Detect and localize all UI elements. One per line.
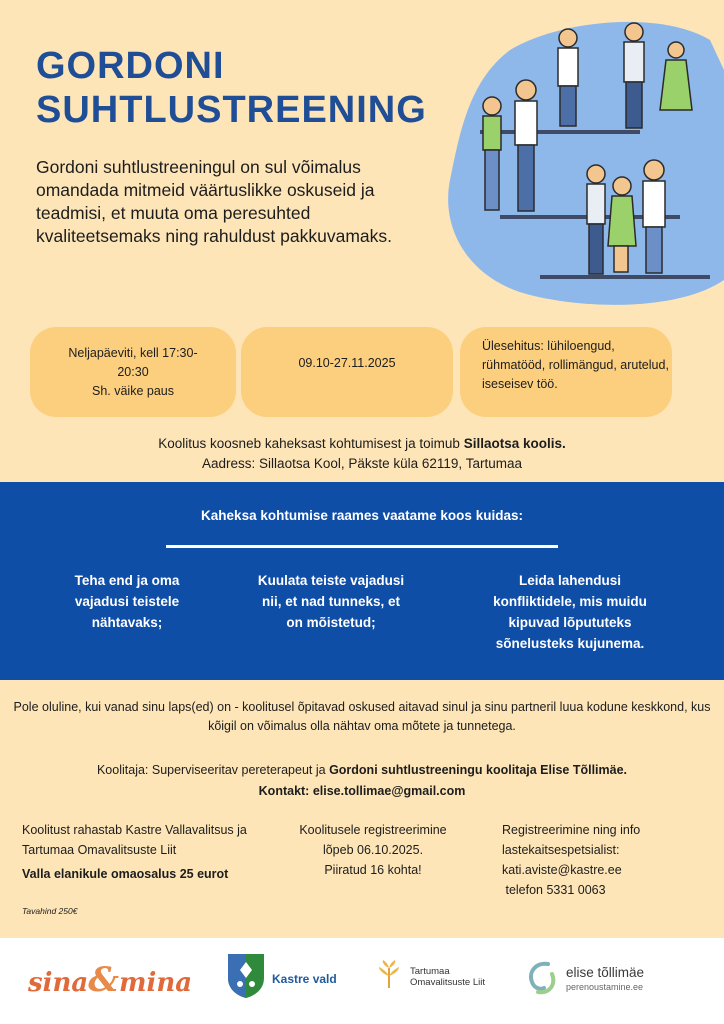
location-address: Aadress: Sillaotsa Kool, Päkste küla 62119, Tartumaa: [202, 456, 522, 471]
topic-3-line: konfliktidele, mis muidu: [493, 594, 647, 609]
schedule-line-2: 20:30: [117, 364, 149, 379]
title-line-2: SUHTLUSTREENING: [36, 89, 427, 131]
reg-info-line-2: lastekaitsespetsialist:: [502, 843, 620, 857]
tartumaa-logo-text: Tartumaa Omavalitsuste Liit: [410, 966, 485, 988]
topic-2-line: nii, et nad tunneks, et: [261, 594, 401, 609]
people-illustration: [440, 10, 724, 310]
registration-line-2: lõpeb 06.10.2025.: [322, 843, 424, 857]
registration-info: [288, 820, 458, 880]
sina-mina-logo: sina&mina: [28, 960, 193, 1000]
structure-line-3: iseseisev töö.: [482, 376, 558, 391]
intro-text: Gordoni suhtlustreeningul on sul võimalus omandada mitmeid väärtuslikke oskuseid ja teadmisi, et muuta oma peresuhted kvaliteetsemaks ning rahuldust pakkuvamaks.: [36, 157, 393, 246]
parents-note: Pole oluline, kui vanad sinu laps(ed) on - koolitusel õpitavad oskused aitavad sinul ja sinu partneril luua kodune keskkond, kus kõigil on võimalus olla nähtav oma mõtete ja tunnetega.: [13, 700, 711, 733]
trainer-name: Gordoni suhtlustreeningu koolitaja Elise Tõllimäe.: [329, 763, 628, 777]
schedule-line-1: Neljapäeviti, kell 17:30-: [68, 345, 198, 360]
funding-info: [22, 820, 282, 884]
registration-line-1: Koolitusele registreerimine: [299, 823, 447, 837]
schedule-line-3: Sh. väike paus: [92, 383, 174, 398]
trainer-info: [0, 760, 724, 802]
kastre-shield-icon: [226, 952, 266, 998]
dates-pill: [241, 327, 453, 417]
elise-logo-icon: [526, 960, 558, 996]
page-title: [36, 44, 427, 132]
topic-column-2: [236, 570, 426, 633]
reg-info-email: kati.aviste@kastre.ee: [502, 863, 622, 877]
funding-line-2: Tartumaa Omavalitsuste Liit: [22, 843, 177, 857]
location-place: Sillaotsa koolis.: [463, 436, 566, 451]
topic-1-line: nähtavaks;: [91, 615, 163, 630]
reg-info-line-1: Registreerimine ning info: [502, 823, 641, 837]
price-note: Tavahind 250€: [22, 906, 78, 916]
topic-column-3: [470, 570, 670, 654]
structure-line-2: rühmatööd, rollimängud, arutelud,: [482, 357, 669, 372]
divider: [166, 545, 558, 548]
dates-text: 09.10-27.11.2025: [298, 355, 396, 370]
topic-1-line: Teha end ja oma: [74, 573, 180, 588]
schedule-pill: [30, 327, 236, 417]
wheat-icon: [376, 960, 402, 988]
funding-line-3: Valla elanikule omaosalus 25 eurot: [22, 867, 229, 881]
title-line-1: GORDONI: [36, 45, 225, 87]
topic-column-1: [42, 570, 212, 633]
structure-pill: [460, 327, 672, 417]
structure-line-1: Ülesehitus: lühiloengud,: [482, 338, 615, 353]
reg-info-phone: telefon 5331 0063: [502, 883, 606, 897]
registration-line-3: Piiratud 16 kohta!: [324, 863, 422, 877]
topic-3-line: Leida lahendusi: [518, 573, 622, 588]
footer-logos: [0, 938, 724, 1024]
elise-logo-text: elise tõllimäe perenoustamine.ee: [566, 965, 645, 992]
topic-3-line: sõnelusteks kujunema.: [495, 636, 645, 651]
kastre-vald-label: Kastre vald: [272, 972, 337, 986]
topic-2-line: on mõistetud;: [286, 615, 376, 630]
location-prefix: Koolitus koosneb kaheksast kohtumisest ja toimub: [158, 436, 464, 451]
trainer-prefix: Koolitaja: Superviseeritav pereterapeut ja: [96, 763, 330, 777]
topic-1-line: vajadusi teistele: [74, 594, 180, 609]
topic-2-line: Kuulata teiste vajadusi: [257, 573, 405, 588]
topic-3-line: kipuvad lõpututeks: [508, 615, 632, 630]
funding-line-1: Koolitust rahastab Kastre Vallavalitsus ja: [22, 823, 247, 837]
location-info: [0, 434, 724, 474]
topics-band: [0, 482, 724, 680]
trainer-contact: Kontakt: elise.tollimae@gmail.com: [258, 784, 466, 798]
registration-contact: [502, 820, 712, 900]
topics-heading: Kaheksa kohtumise raames vaatame koos kuidas:: [201, 508, 523, 523]
